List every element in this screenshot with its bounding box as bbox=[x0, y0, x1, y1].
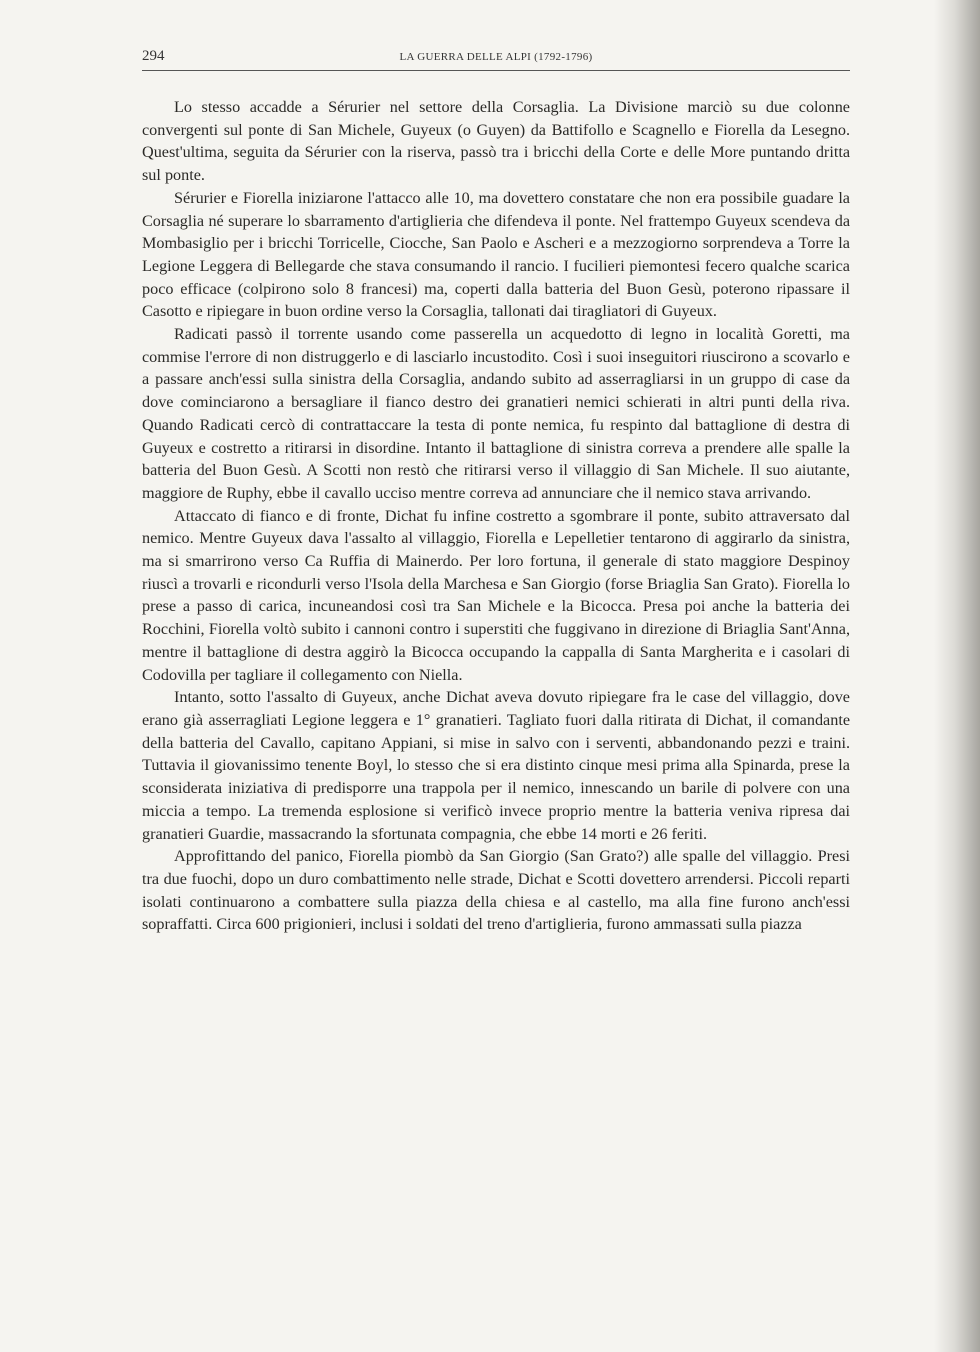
paragraph: Attaccato di fianco e di fronte, Dichat fu infine costretto a sgombrare il ponte, subito attraversato dal nemico. Mentre Guyeux dava l'assalto al villaggio, Fiorella e Lepelletier tentarono di aggirarlo da sinistra, ma si smarrirono verso Ca Ruffia di Mainerdo. Per loro fortuna, il generale di stato maggiore Despinoy riuscì a trovarli e ricondurli verso l'Isola della Marchesa e San Giorgio (forse Briaglia San Grato). Fiorella lo prese a passo di carica, incuneandosi così tra San Michele e la Bicocca. Presa poi anche la batteria dei Rocchini, Fiorella voltò subito i cannoni contro i superstiti che fuggivano in direzione di Briaglia Sant'Anna, mentre il battaglione di destra aggirò la Bicocca occupando la cappalla di Santa Margherita e i casolari di Codovilla per tagliare il collegamento con Niella. bbox=[142, 506, 850, 684]
paragraph: Radicati passò il torrente usando come passerella un acquedotto di legno in località Goretti, ma commise l'errore di non distruggerlo e di lasciarlo incustodito. Così i suoi inseguitori riuscirono a scovarlo e a passare anch'essi sulla sinistra della Corsaglia, andando subito ad asserragliarsi in un gruppo di case da dove cominciarono a bersagliare il fianco destro dei granatieri nemici schierati in altri punti della riva. Quando Radicati cercò di contrattaccare la testa di ponte nemica, fu respinto dal battaglione di destra di Guyeux e costretto a ritirarsi in disordine. Intanto il battaglione di sinistra correva a prendere alle spalle la batteria del Buon Gesù. A Scotti non restò che ritirarsi verso il villaggio di San Michele. Il suo aiutante, maggiore de Ruphy, ebbe il cavallo ucciso mentre correva ad annunciare che il nemico stava arrivando. bbox=[142, 325, 850, 502]
paragraph: Lo stesso accadde a Sérurier nel settore della Corsaglia. La Divisione marciò su due colonne convergenti sul ponte di San Michele, Guyeux (o Guyen) da Battifollo e Scagnello e Fiorella da Lesegno. Quest'ultima, seguita da Sérurier con la riserva, passò tra i bricchi della Corte e delle More puntando dritta sul ponte. bbox=[142, 98, 850, 185]
paragraph: Approfittando del panico, Fiorella piombò da San Giorgio (San Grato?) alle spalle del villaggio. Presi tra due fuochi, dopo un duro combattimento nelle strade, Dichat e Scotti dovettero arrendersi. Piccoli reparti isolati continuarono a combattere sulla piazza della chiesa e al castello, ma alla fine furono anch'essi sopraffatti. Circa 600 prigionieri, inclusi i soldati del treno d'artiglieria, furono ammassati sulla piazza bbox=[142, 847, 850, 934]
paragraph: Intanto, sotto l'assalto di Guyeux, anche Dichat aveva dovuto ripiegare fra le case del villaggio, dove erano già asserragliati Legione leggera e 1° granatieri. Tagliato fuori dalla ritirata di Dichat, il comandante della batteria del Cavallo, capitano Appiani, si mise in salvo con i serventi, abbandonando pezzi e traini. Tuttavia il giovanissimo tenente Boyl, lo stesso che si era distinto cinque mesi prima alla Spinarda, prese la sconsiderata iniziativa di predisporre una trappola per il nemico, innescando un barile di polvere con una miccia a tempo. La tremenda esplosione si verificò invece proprio mentre la batteria veniva ripresa dai granatieri Guardie, massacrando la sfortunata compagnia, che ebbe 14 morti e 26 feriti. bbox=[142, 688, 850, 843]
page-edge-shadow bbox=[934, 0, 980, 1352]
body-text bbox=[142, 96, 850, 936]
running-head bbox=[142, 46, 850, 71]
page-number: 294 bbox=[142, 48, 165, 64]
running-title: LA GUERRA DELLE ALPI (1792-1796) bbox=[399, 51, 593, 63]
paragraph: Sérurier e Fiorella iniziarone l'attacco alle 10, ma dovettero constatare che non era possibile guadare la Corsaglia né superare lo sbarramento d'artiglieria che difendeva il ponte. Nel frattempo Guyeux scendeva da Mombasiglio per i bricchi Torricelle, Ciocche, San Paolo e Ascheri e a mezzogiorno sorprendeva a Torre la Legione Leggera di Bellegarde che stava consumando il rancio. I fucilieri piemontesi fecero qualche scarica poco efficace (colpirono solo 8 francesi) ma, coperti dalla batteria del Buon Gesù, poterono ripassare il Casotto e ripiegare in buon ordine verso la Corsaglia, tallonati dai tiragliatori di Guyeux. bbox=[142, 188, 850, 321]
